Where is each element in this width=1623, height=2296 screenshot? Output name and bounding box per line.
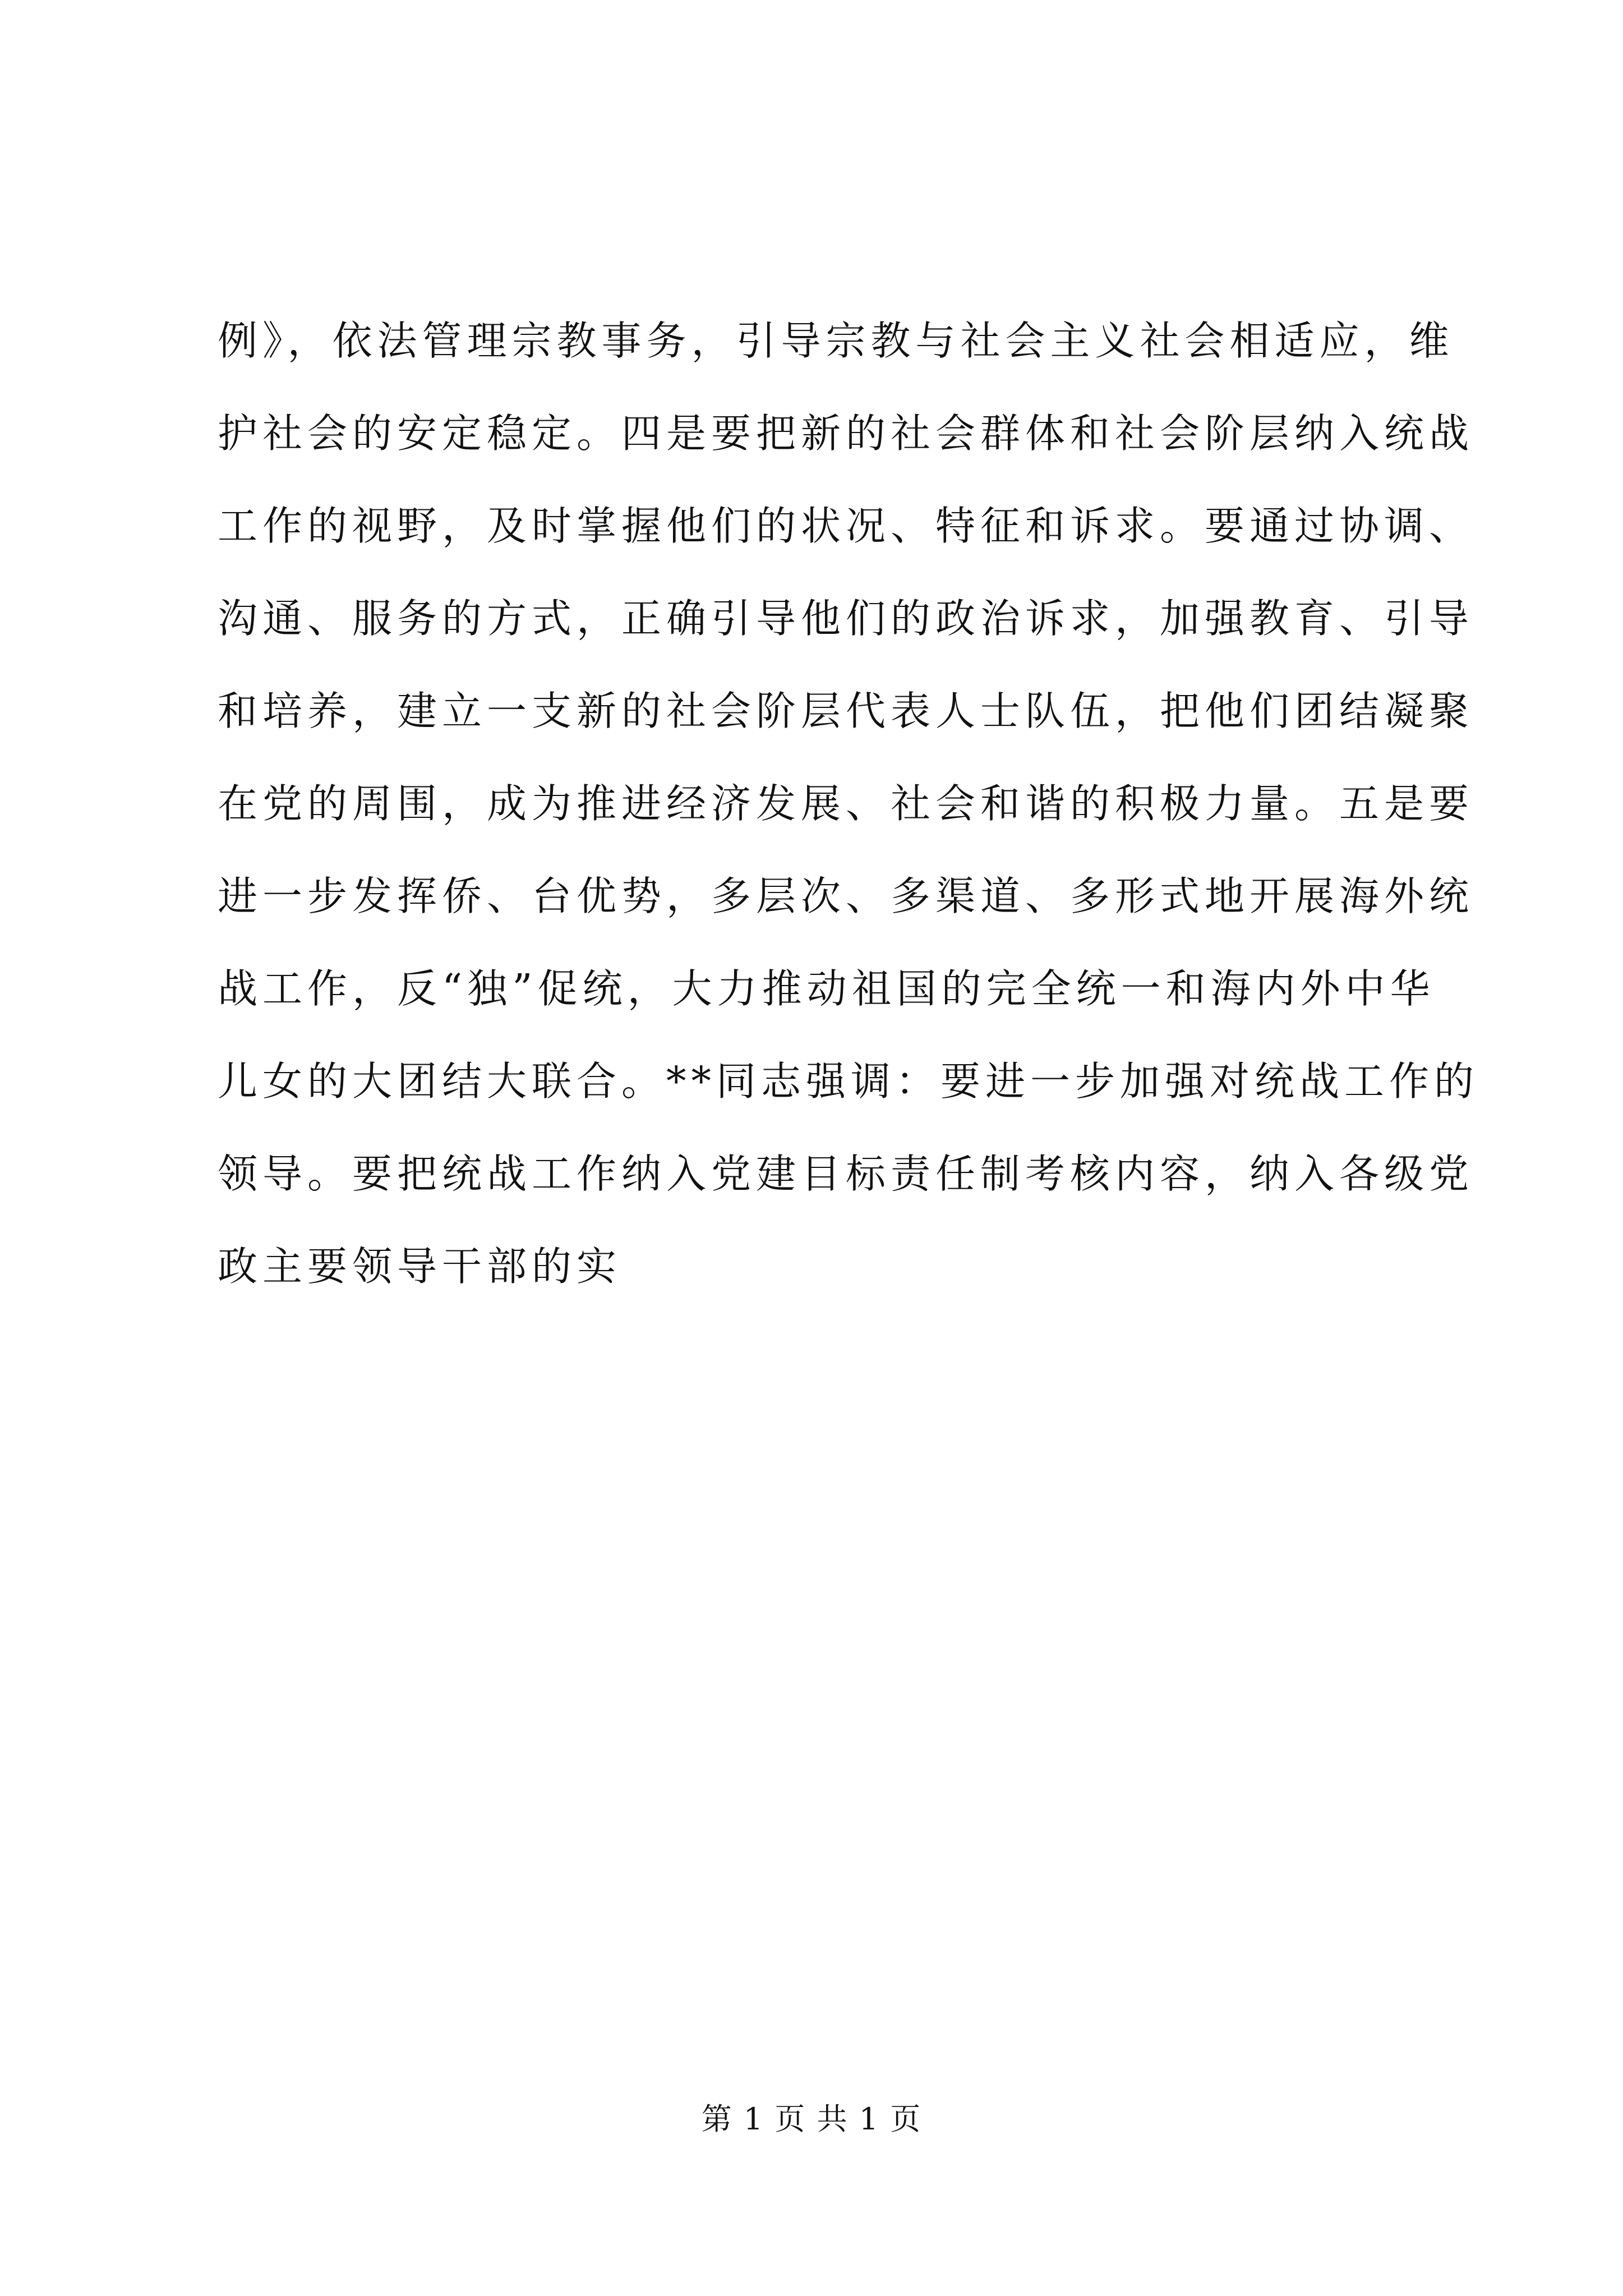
- text-line: 工作的视野，及时掌握他们的状况、特征和诉求。要通过协调、: [218, 503, 1474, 549]
- text-line: 护社会的安定稳定。四是要把新的社会群体和社会阶层纳入统战: [218, 410, 1474, 457]
- body-paragraph: [218, 295, 1479, 1313]
- text-line: 例》，依法管理宗教事务，引导宗教与社会主义社会相适应，维: [218, 318, 1454, 364]
- text-line: 沟通、服务的方式，正确引导他们的政治诉求，加强教育、引导: [218, 595, 1474, 642]
- page-number-footer: 第 1 页 共 1 页: [701, 2101, 922, 2137]
- text-line: 儿女的大团结大联合。**同志强调：要进一步加强对统战工作的: [218, 1058, 1479, 1105]
- text-line: 领导。要把统战工作纳入党建目标责任制考核内容，纳入各级党: [218, 1151, 1474, 1197]
- text-line: 战工作，反“独”促统，大力推动祖国的完全统一和海内外中华: [218, 965, 1435, 1012]
- text-line: 进一步发挥侨、台优势，多层次、多渠道、多形式地开展海外统: [218, 873, 1474, 919]
- text-line: 政主要领导干部的实: [218, 1243, 622, 1290]
- text-line: 在党的周围，成为推进经济发展、社会和谐的积极力量。五是要: [218, 780, 1474, 827]
- text-line: 和培养，建立一支新的社会阶层代表人士队伍，把他们团结凝聚: [218, 688, 1474, 734]
